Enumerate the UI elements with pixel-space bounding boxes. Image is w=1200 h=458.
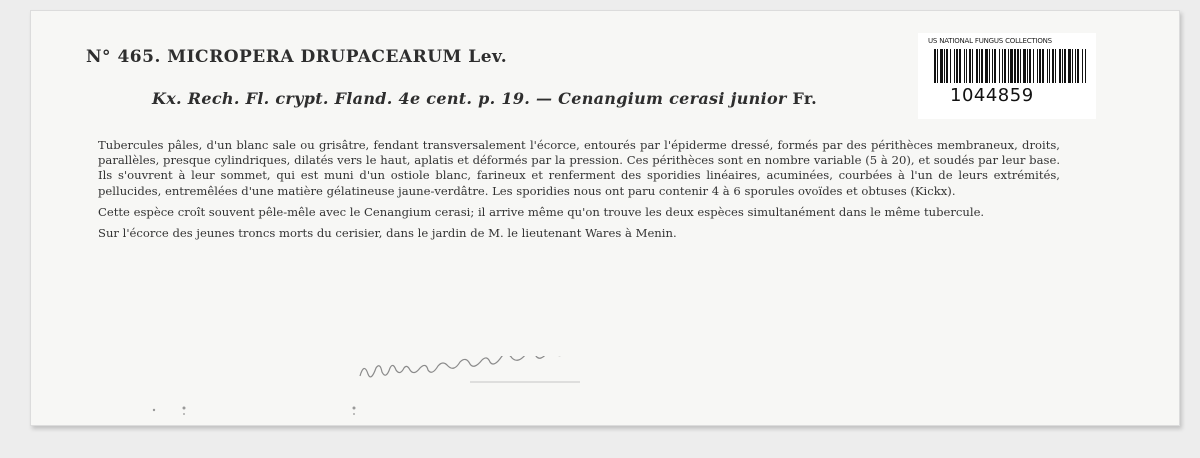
reference-text: Kx. Rech. Fl. crypt. Fland. 4e cent. p. 19. — Cenangium cerasi (152, 89, 725, 108)
description-paragraph-2: Cette espèce croît souvent pêle-mêle avec le Cenangium cerasi; il arrive même qu'on trouve les deux espèces simultanément dans le même tubercule. (98, 204, 985, 219)
habitat-paragraph: Sur l'écorce des jeunes troncs morts du cerisier, dans le jardin de M. le lieutenant Wares à Menin. (98, 226, 677, 241)
paper-specks (150, 400, 400, 422)
description-block (98, 138, 1060, 247)
specimen-reference (152, 89, 817, 108)
handwritten-annotation (350, 356, 650, 386)
description-paragraph-1: Tubercules pâles, d'un blanc sale ou grisâtre, fendant transversalement l'écorce, entourés par l'épiderme dressé, formés par des périthèces membraneux, droits, parallèles, presque cylindriques, dilatés vers le haut, aplatis et déformés par la pression. Ces périthèces sont en nombre variable (5 à 20), et soudés par leur base. Ils s'ouvrent à leur sommet, qui est muni d'un ostiole blanc, farineux et renferment des sporidies linéaires, acuminées, courbées à l'un de leurs extrémités, pellucides, entremêlées d'une matière gélatineuse jaune-verdâtre. Les sporidies nous ont paru contenir 4 à 6 sporules ovoïdes et obtuses (Kickx). (98, 138, 1060, 198)
barcode-number: 1044859 (950, 85, 1034, 106)
reference-author: Fr. (792, 89, 818, 108)
barcode-label (918, 33, 1096, 119)
barcode-icon (934, 49, 1086, 83)
reference-junior: junior (730, 89, 787, 108)
specimen-title: N° 465. MICROPERA DRUPACEARUM Lev. (86, 47, 508, 67)
collection-name: US NATIONAL FUNGUS COLLECTIONS (928, 37, 1052, 45)
